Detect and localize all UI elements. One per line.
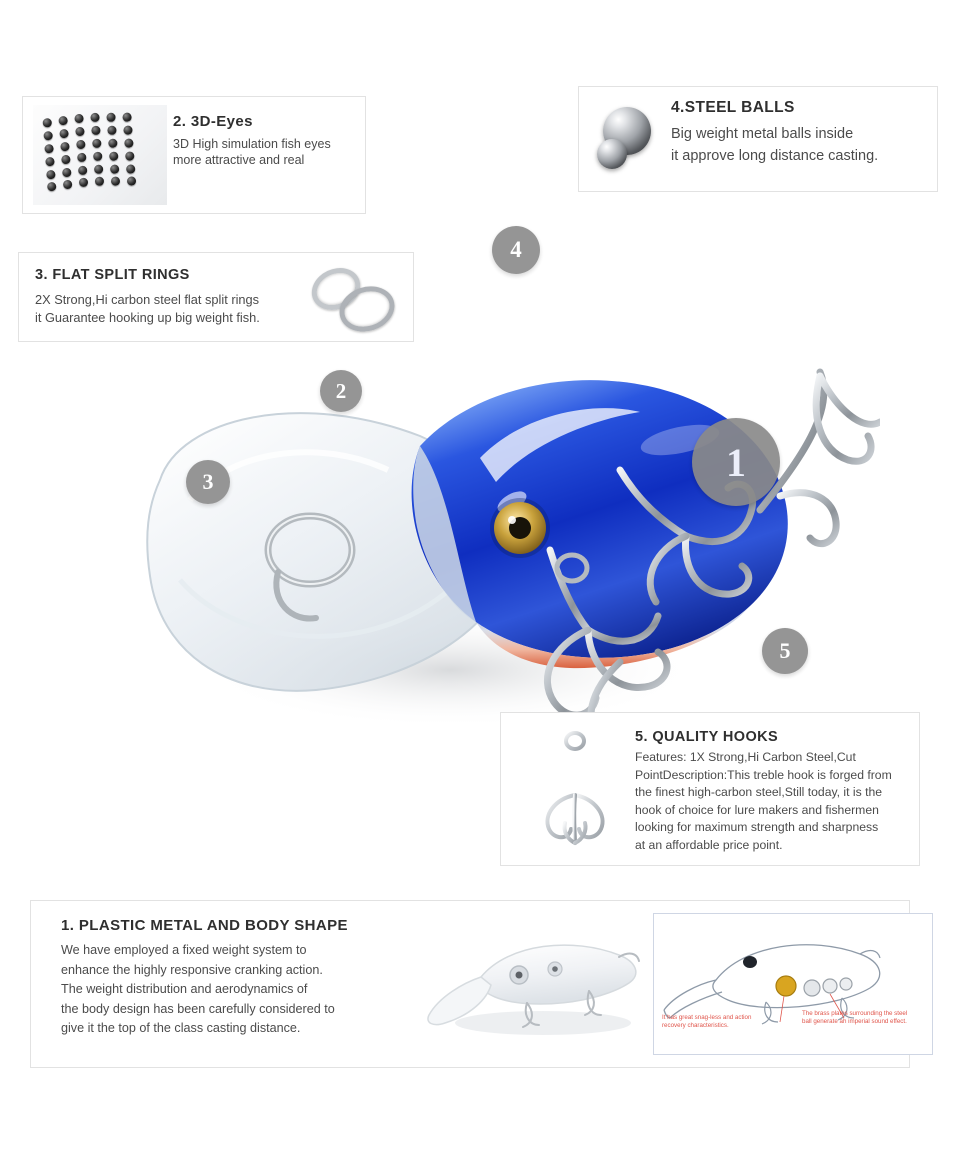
split-rings-image <box>305 263 401 331</box>
steel-balls-image <box>579 95 671 185</box>
badge-4: 4 <box>492 226 540 274</box>
quality-hooks-line-4: hook of choice for lure makers and fishermen <box>635 802 879 817</box>
badge-5: 5 <box>762 628 808 674</box>
feature-card-body-shape <box>30 900 910 1068</box>
body-shape-text-block <box>61 941 421 1039</box>
diagram-note-right: The brass plates surrounding the steel ball generate ah imperial sound effect. <box>802 1010 908 1025</box>
steel-balls-line-1: Big weight metal balls inside <box>671 126 854 142</box>
feature-card-steel-balls <box>578 86 938 192</box>
split-rings-title: 3. FLAT SPLIT RINGS <box>35 267 190 283</box>
quality-hooks-line-5: looking for maximum strength and sharpness <box>635 820 879 834</box>
steel-balls-title: 4.STEEL BALLS <box>671 99 795 116</box>
badge-1: 1 <box>692 418 780 506</box>
split-rings-line-1: 2X Strong,Hi carbon steel flat split rings <box>35 292 260 307</box>
3d-eyes-title: 2. 3D-Eyes <box>173 113 253 130</box>
split-rings-line-2: it Guarantee hooking up big weight fish. <box>35 310 260 325</box>
3d-eyes-line-1: 3D High simulation fish eyes <box>173 137 331 151</box>
body-shape-line-5: give it the top of the class casting distance. <box>61 1021 301 1035</box>
diagram-note-left: It has great snag-less and action recovery characteristics. <box>662 1014 752 1029</box>
eye-dot-grid <box>40 109 149 196</box>
3d-eyes-line-2: more attractive and real <box>173 153 305 167</box>
split-rings-text-block <box>35 267 325 327</box>
treble-hook-image <box>515 727 635 853</box>
steel-balls-line-2: it approve long distance casting. <box>671 148 879 164</box>
quality-hooks-line-6: at an affordable price point. <box>635 837 783 852</box>
body-shape-line-4: the body design has been carefully considered to <box>61 1001 335 1016</box>
body-shape-title: 1. PLASTIC METAL AND BODY SHAPE <box>61 917 348 934</box>
feature-card-quality-hooks <box>500 712 920 866</box>
quality-hooks-text-block <box>635 729 909 854</box>
quality-hooks-line-3: the finest high-carbon steel,Still today, it is the <box>635 785 883 799</box>
feature-card-3d-eyes <box>22 96 366 214</box>
steel-ball-small <box>597 139 627 169</box>
badge-3: 3 <box>186 460 230 504</box>
badge-2: 2 <box>320 370 362 412</box>
clear-lure-photo <box>423 919 649 1051</box>
body-shape-line-1: We have employed a fixed weight system to <box>61 943 307 957</box>
feature-card-split-rings <box>18 252 414 342</box>
quality-hooks-title: 5. QUALITY HOOKS <box>635 729 779 745</box>
3d-eyes-sheet-image <box>33 105 167 205</box>
body-shape-line-3: The weight distribution and aerodynamics of <box>61 982 308 996</box>
quality-hooks-line-1: Features: 1X Strong,Hi Carbon Steel,Cut <box>635 750 856 764</box>
internal-weight-diagram <box>653 913 933 1055</box>
3d-eyes-text-block <box>173 97 339 168</box>
body-shape-line-2: enhance the highly responsive cranking action. <box>61 962 323 977</box>
steel-balls-text-block <box>671 87 886 167</box>
quality-hooks-line-2: PointDescription:This treble hook is forged from <box>635 767 892 782</box>
